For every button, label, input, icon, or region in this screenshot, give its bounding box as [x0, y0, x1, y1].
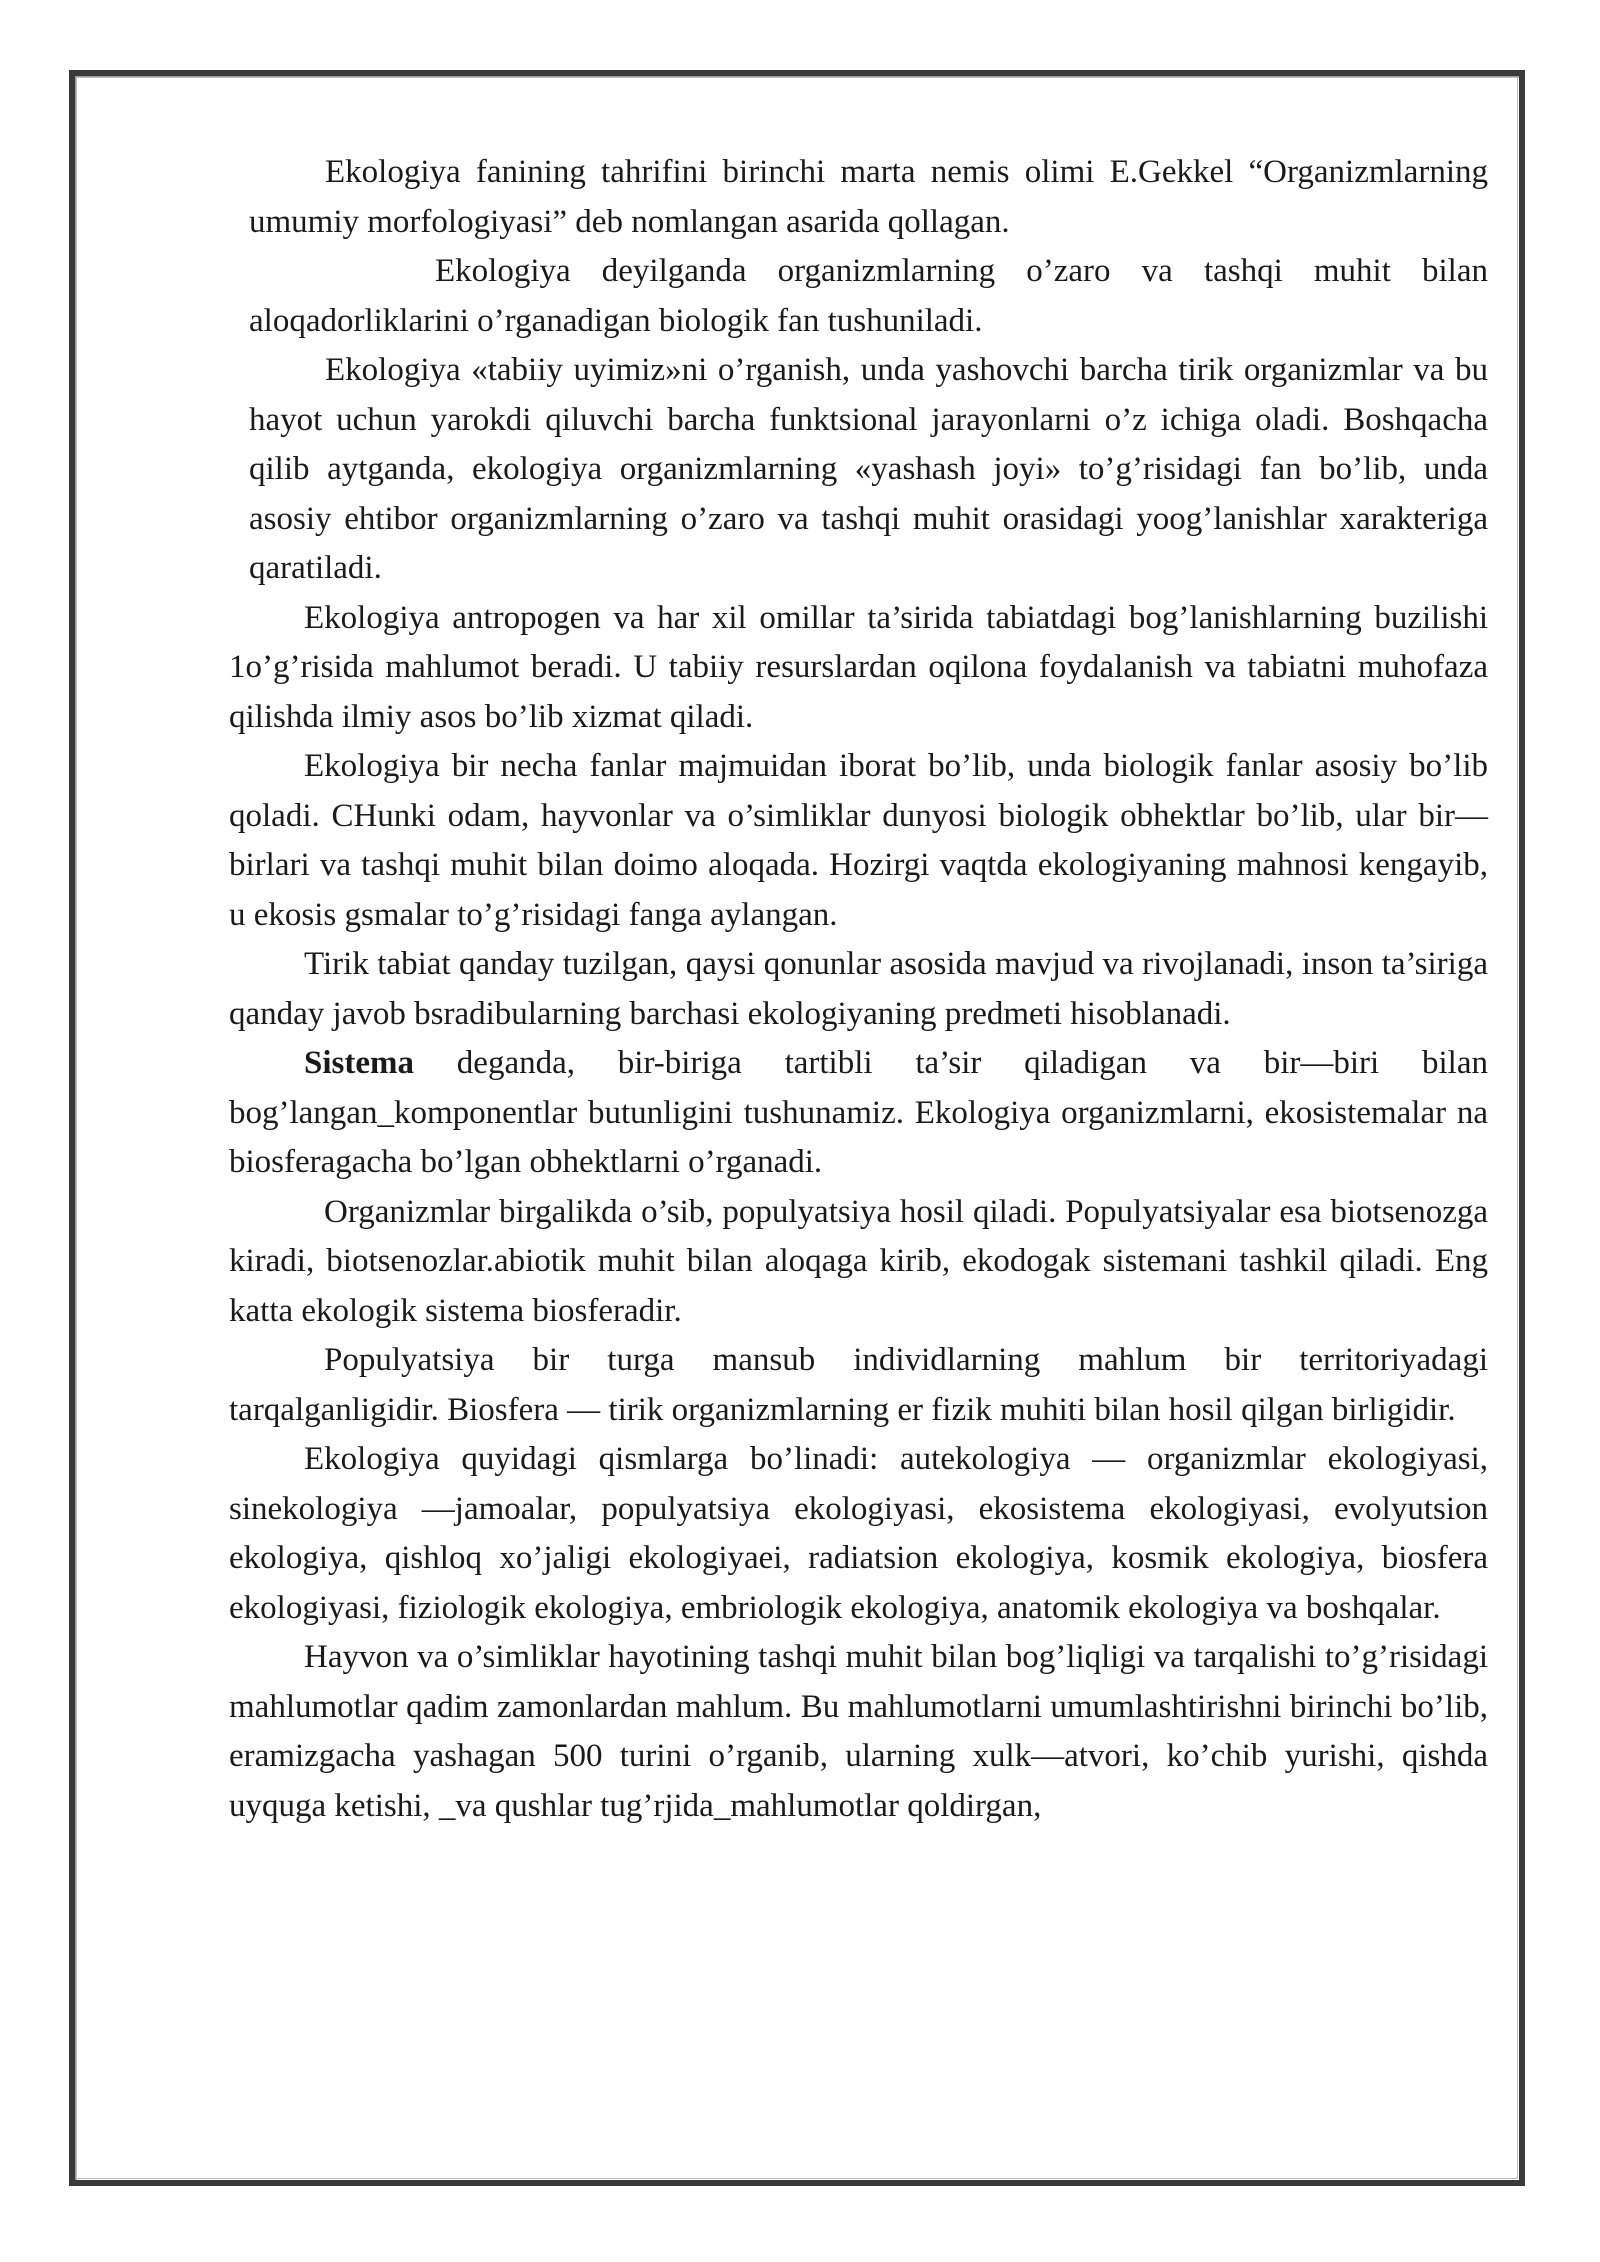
document-body [229, 148, 1488, 1831]
paragraph-qismlar: Ekologiya quyidagi qismlarga bo’linadi: autekologiya — organizmlar ekologiyasi, sinekologiya —jamoalar, populyatsiya ekologiyasi, ekosistema ekologiyasi, evolyutsion ekologiya, qishloq xo’jaligi ekologiyaei, radiatsion ekologiya, kosmik ekologiya, biosfera ekologiyasi, fiziologik ekologiya, embriologik ekologiya, anatomik ekologiya va boshqalar. [229, 1441, 1488, 1626]
paragraph-populyatsiya-hosil: Organizmlar birgalikda o’sib, populyatsiya hosil qiladi. Populyatsiyalar esa biotsenozga kiradi, biotsenozlar.abiotik muhit bilan aloqaga kirib, ekodogak sistemani tashkil qiladi. Eng katta ekologik sistema biosferadir. [229, 1193, 1488, 1329]
paragraph-tabiiy-uyimiz: Ekologiya «tabiiy uyimiz»ni o’rganish, unda yashovchi barcha tirik organizmlar va bu hayot uchun yarokdi qiluvchi barcha funktsional jarayonlarni o’z ichiga oladi. Boshqacha qilib aytganda, ekologiya organizmlarning «yashash joyi» to’g’risidagi fan bo’lib, unda asosiy ehtibor organizmlarning o’zaro va tashqi muhit orasidagi yoog’lanishlar xarakteriga qaratiladi. [249, 352, 1488, 586]
paragraph-tirik-tabiat: Tirik tabiat qanday tuzilgan, qaysi qonunlar asosida mavjud va rivojlanadi, inson ta’siriga qanday javob bsradibularning barchasi ekologiyaning predmeti hisoblanadi. [229, 946, 1488, 1032]
paragraph-sistema [229, 1039, 1488, 1188]
paragraph-antropogen: Ekologiya antropogen va har xil omillar ta’sirida tabiatdagi bog’lanishlarning buzilishi 1o’g’risida mahlumot beradi. U tabiiy resurslardan oqilona foydalanish va tabiatni muhofaza qilishda ilmiy asos bo’lib xizmat qiladi. [229, 599, 1488, 735]
sistema-term: Sistema [304, 1045, 414, 1081]
paragraph-gekkel: Ekologiya fanining tahrifini birinchi marta nemis olimi E.Gekkel “Organizmlarning umumiy morfologiyasi” deb nomlangan asarida qollagan. [249, 154, 1488, 240]
paragraph-definition: Ekologiya deyilganda organizmlarning o’zaro va tashqi muhit bilan aloqadorliklarini o’rganadigan biologik fan tushuniladi. [249, 253, 1488, 339]
paragraph-hayvon-osimliklar: Hayvon va o’simliklar hayotining tashqi muhit bilan bog’liqligi va tarqalishi to’g’risidagi mahlumotlar qadim zamonlardan mahlum. Bu mahlumotlarni umumlashtirishni birinchi bo’lib, eramizgacha yashagan 500 turini o’rganib, ularning xulk—atvori, ko’chib yurishi, qishda uyquga ketishi, _va qushlar tug’rjida_mahlumotlar qoldirgan, [229, 1639, 1488, 1824]
paragraph-fanlar-majmui: Ekologiya bir necha fanlar majmuidan iborat bo’lib, unda biologik fanlar asosiy bo’lib qoladi. CHunki odam, hayvonlar va o’simliklar dunyosi biologik obhektlar bo’lib, ular bir—birlari va tashqi muhit bilan doimo aloqada. Hozirgi vaqtda ekologiyaning mahnosi kengayib, u ekosis gsmalar to’g’risidagi fanga aylangan. [229, 748, 1488, 933]
sistema-definition: deganda, bir-biriga tartibli ta’sir qiladigan va bir—biri bilan bog’langan_komponentlar butunligini tushunamiz. Ekologiya organizmlarni, ekosistemalar na biosferagacha bo’lgan obhektlarni o’rganadi. [229, 1045, 1488, 1180]
paragraph-populyatsiya-definition: Populyatsiya bir turga mansub individlarning mahlum bir territoriyadagi tarqalganligidir. Biosfera — tirik organizmlarning er fizik muhiti bilan hosil qilgan birligidir. [229, 1342, 1488, 1428]
